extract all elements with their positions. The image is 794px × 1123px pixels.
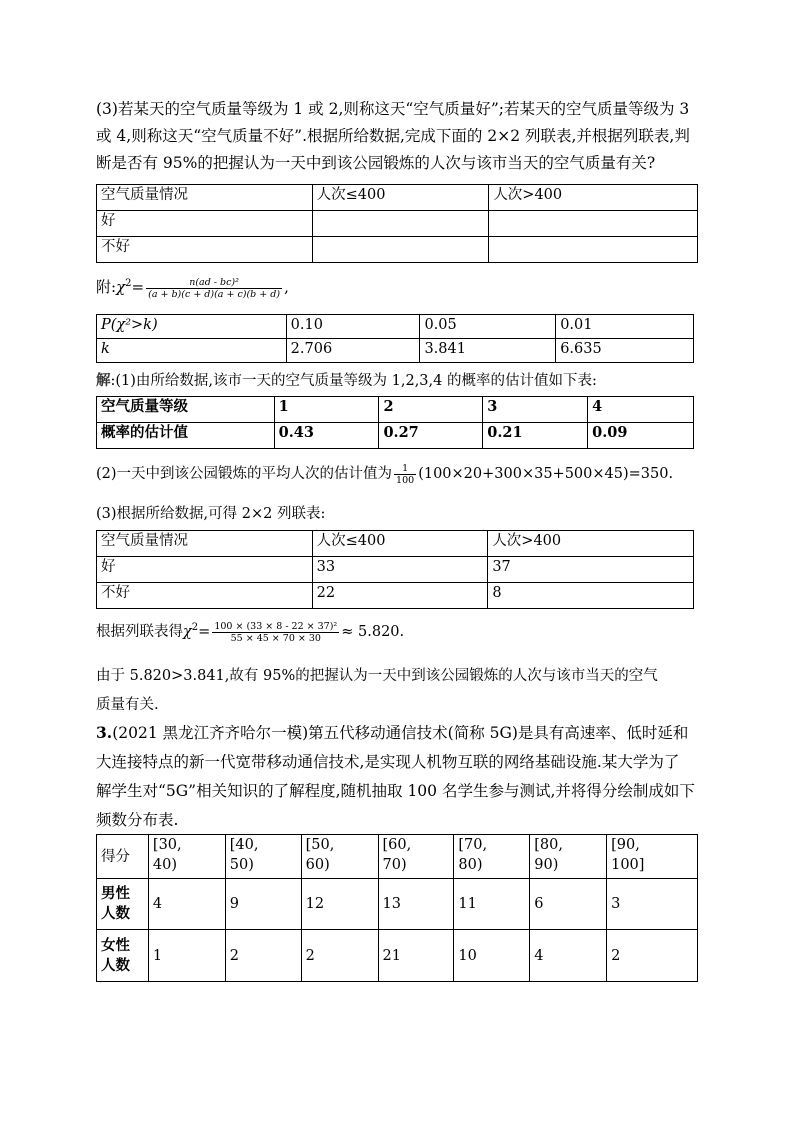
count-cell: 22 [312,583,488,609]
q3-line3: 解学生对“5G”相关知识的了解程度,随机抽取 100 名学生参与测试,并将得分绘制成如下 [96,782,695,800]
header-cell: 空气质量情况 [97,185,313,211]
score-interval: [40, 50) [225,835,301,879]
comma: , [284,278,289,296]
female-count: 2 [225,930,301,982]
fraction-numerator: 1 [394,463,416,475]
critical-cell: 6.635 [556,339,694,363]
fraction-numerator: 100 × (33 × 8 - 22 × 37)² [214,620,338,632]
score-interval: [30, 40) [148,835,225,879]
row-label: 好 [97,211,313,237]
female-count: 2 [607,930,698,982]
prob-label-estimate: 概率的估计值 [97,423,275,449]
fraction-denominator: (a + b)(c + d)(a + c)(b + d) [148,288,281,300]
solution-label: 解 [96,372,111,389]
part3-line3: 断是否有 95%的把握认为一天中到该公园锻炼的人次与该市当天的空气质量有关? [96,154,656,172]
prob-cell: 1 [274,397,379,423]
row-label: 不好 [97,583,313,609]
appendix-formula [96,276,289,300]
equals-sign: = [131,278,145,296]
chi-superscript: 2 [125,278,132,289]
female-count: 2 [301,930,378,982]
row-label: 不好 [97,237,313,263]
prob-cell: 0.21 [483,423,588,449]
q3-line4: 频数分布表. [96,811,179,829]
prob-cell: 0.27 [379,423,483,449]
solution-part1 [96,367,698,395]
one-hundredth-fraction [394,463,416,486]
prob-cell: 2 [379,397,483,423]
empty-cell [312,237,489,263]
score-interval: [50, 60) [301,835,378,879]
q3-line1: (2021 黑龙江齐齐哈尔一模)第五代移动通信技术(简称 5G)是具有高速率、低时延和 [112,724,689,742]
female-count: 10 [454,930,530,982]
header-cell: 人次≤400 [312,531,488,557]
solution-part3 [96,501,698,528]
contingency-table-empty [96,184,698,263]
male-count: 12 [301,879,378,930]
probability-table [96,396,694,449]
female-count: 1 [148,930,225,982]
conclusion-line1: 由于 5.820>3.841,故有 95%的把握认为一天中到该公园锻炼的人次与该市当天的空气 [96,668,658,684]
male-count: 13 [378,879,454,930]
count-cell: 8 [488,583,694,609]
score-interval: [80, 90) [530,835,607,879]
critical-cell: 0.10 [286,315,420,339]
contingency-table-filled [96,530,694,609]
question-number: 3. [96,723,113,742]
empty-cell [489,211,698,237]
male-count: 11 [454,879,530,930]
chi-superscript: 2 [191,622,199,634]
chi-symbol: χ [183,624,192,640]
critical-label-p: P(χ²>k) [97,315,287,339]
score-interval: [70, 80) [454,835,530,879]
prob-cell: 0.09 [588,423,694,449]
appendix-label: 附: [96,278,117,296]
part3-line2: 或 4,则称这天“空气质量不好”.根据所给数据,完成下面的 2×2 列联表,并根据列联表,判 [96,127,690,145]
solution1-text: :(1)由所给数据,该市一天的空气质量等级为 1,2,3,4 的概率的估计值如下表: [110,373,597,389]
header-cell: 人次>400 [489,185,698,211]
solution3-text: (3)根据所给数据,可得 2×2 列联表: [96,506,326,522]
score-interval: [90, 100] [607,835,698,879]
solution2-text-after: (100×20+300×35+500×45)=350. [418,466,674,482]
chi-calc-text-before: 根据列联表得 [96,624,183,640]
empty-cell [312,211,489,237]
header-cell: 空气质量情况 [97,531,313,557]
chi-calc-fraction [212,621,339,644]
female-count: 21 [378,930,454,982]
critical-cell: 0.01 [556,315,694,339]
prob-cell: 4 [588,397,694,423]
empty-cell [489,237,698,263]
male-count: 3 [607,879,698,930]
critical-cell: 0.05 [420,315,556,339]
part3-line1: (3)若某天的空气质量等级为 1 或 2,则称这天“空气质量好”;若某天的空气质量等级为 3 [96,100,690,118]
female-count-label: 女性 人数 [97,930,149,982]
chi-square-calculation [96,620,404,644]
male-count: 6 [530,879,607,930]
male-count-label: 男性 人数 [97,879,149,930]
score-frequency-table [96,834,698,982]
count-cell: 33 [312,557,488,583]
critical-value-table [96,314,694,363]
score-header-label: 得分 [97,835,149,879]
critical-cell: 2.706 [286,339,420,363]
q3-line2: 大连接特点的新一代宽带移动通信技术,是实现人机物互联的网络基础设施.某大学为了 [96,753,680,771]
chi-symbol: χ [116,278,126,296]
conclusion-line2: 质量有关. [96,697,159,713]
equals-sign: = [198,624,211,640]
solution2-text-before: (2)一天中到该公园锻炼的平均人次的估计值为 [96,466,393,482]
prob-cell: 0.43 [274,423,379,449]
header-cell: 人次>400 [488,531,694,557]
question-3 [96,718,698,835]
male-count: 4 [148,879,225,930]
prob-cell: 3 [483,397,588,423]
critical-label-k: k [97,339,287,363]
critical-cell: 3.841 [420,339,556,363]
prob-label-level: 空气质量等级 [97,397,275,423]
solution-part2 [96,461,698,488]
row-label: 好 [97,557,313,583]
score-interval: [60, 70) [378,835,454,879]
part3-question [96,96,698,177]
chi-calc-text-after: ≈ 5.820. [341,624,405,640]
fraction-numerator: n(ad - bc)² [146,277,282,289]
conclusion [96,662,698,720]
fraction-denominator: 100 [396,474,415,486]
chi-square-fraction [146,277,282,300]
fraction-denominator: 55 × 45 × 70 × 30 [230,632,321,644]
female-count: 4 [530,930,607,982]
male-count: 9 [225,879,301,930]
count-cell: 37 [488,557,694,583]
header-cell: 人次≤400 [312,185,489,211]
